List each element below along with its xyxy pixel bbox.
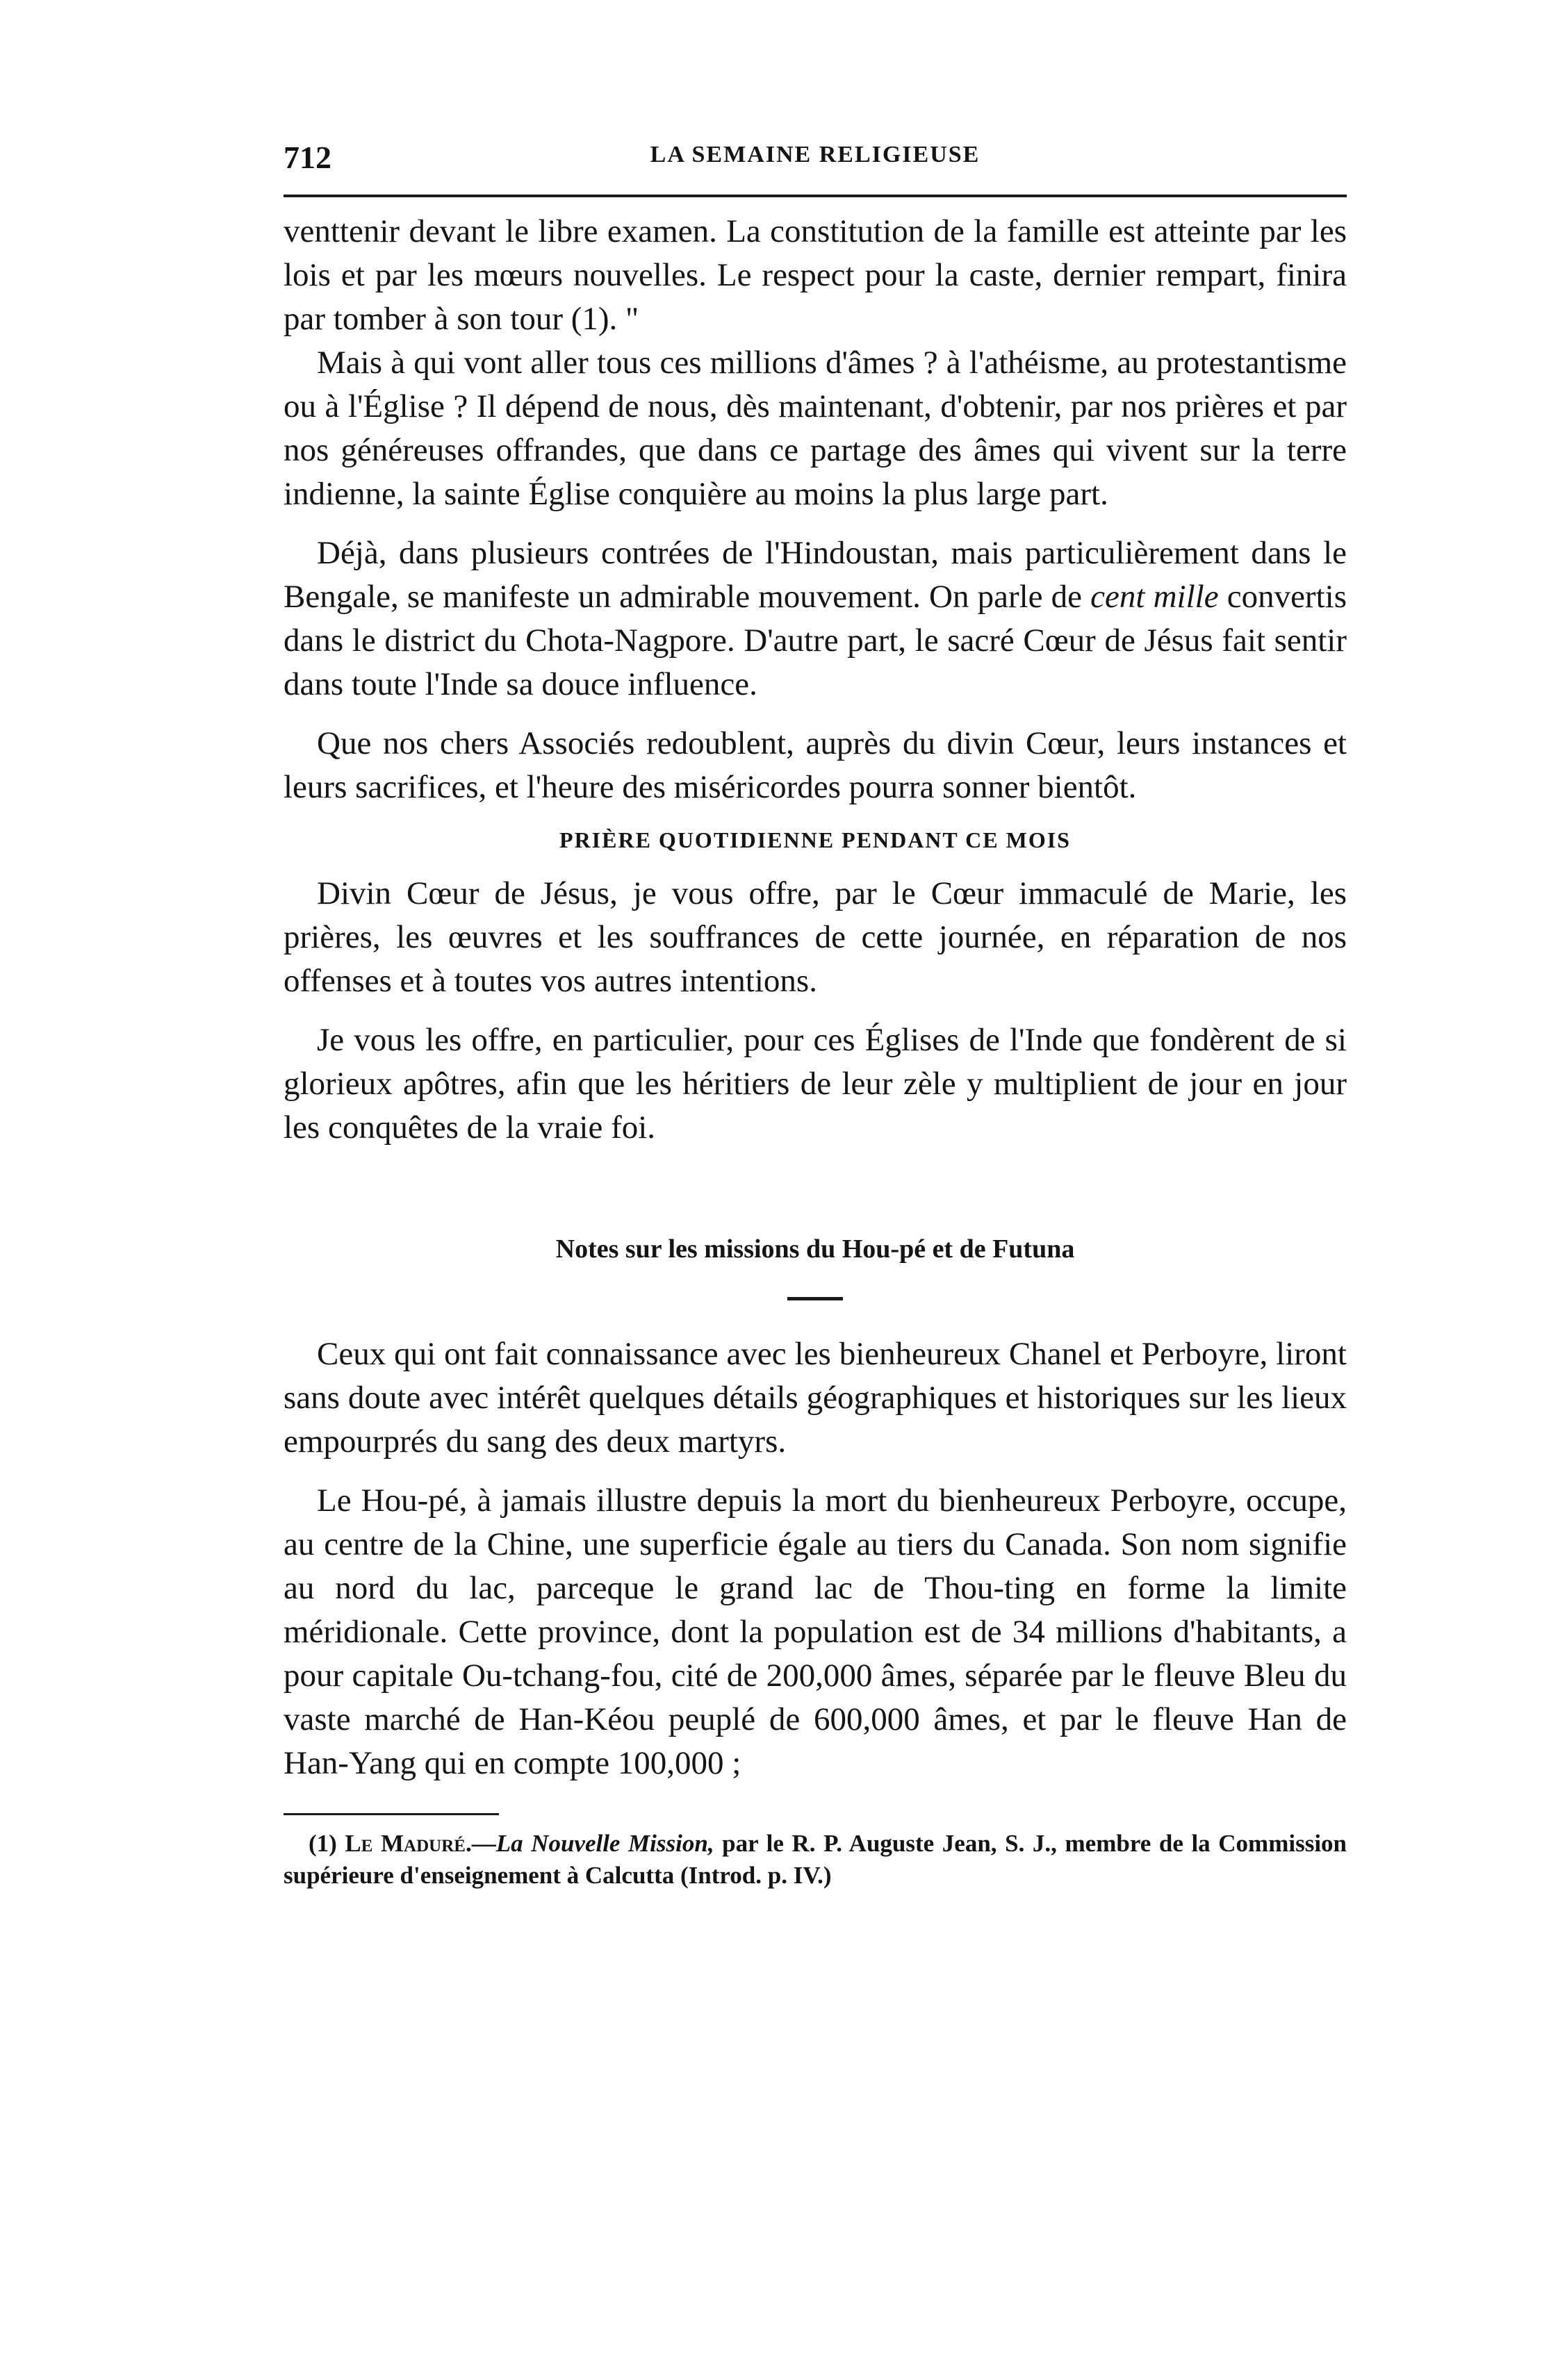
- prayer-paragraph-2: Je vous les offre, en particulier, pour ces Églises de l'Inde que fondèrent de si glorieux apôtres, afin que les héritiers de leur zèle y multiplient de jour en jour les conquêtes de la vraie foi.: [284, 1022, 1347, 1146]
- running-head: [284, 132, 1347, 181]
- notes-heading: Notes sur les missions du Hou-pé et de Futuna: [555, 1234, 1075, 1264]
- prayer-heading: PRIÈRE QUOTIDIENNE PENDANT CE MOIS: [559, 827, 1071, 852]
- paragraph-souls: Mais à qui vont aller tous ces millions d'âmes ? à l'athéisme, au protestantisme ou à l'Église ? Il dépend de nous, dès maintenant, d'obtenir, par nos prières et par nos généreuses offrandes, que dans ce partage des âmes qui vivent sur la terre indienne, la sainte Église conquière au moins la plus large part.: [284, 345, 1347, 512]
- footnote: (1) Le Maduré.—La Nouvelle Mission, par le R. P. Auguste Jean, S. J., membre de la Commission supérieure d'enseignement à Calcutta (Introd. p. IV.): [284, 1830, 1347, 1889]
- notes-paragraph-2: Le Hou-pé, à jamais illustre depuis la mort du bienheureux Perboyre, occupe, au centre de la Chine, une superficie égale au tiers du Canada. Son nom signifie au nord du lac, parceque le grand lac de Thou-ting en forme la limite méridionale. Cette province, dont la population est de 34 millions d'habitants, a pour capitale Ou-tchang-fou, cité de 200,000 âmes, séparée par le fleuve Bleu du vaste marché de Han-Kéou peuplé de 600,000 âmes, et par le fleuve Han de Han-Yang qui en compte 100,000 ;: [284, 1482, 1347, 1781]
- notes-paragraph-1: Ceux qui ont fait connaissance avec les bienheureux Chanel et Perboyre, liront sans doute avec intérêt quelques détails géographiques et historiques sur les lieux empourprés du sang des deux martyrs.: [284, 1336, 1347, 1460]
- footnote-rule: [284, 1813, 499, 1815]
- prayer-paragraph-1: Divin Cœur de Jésus, je vous offre, par le Cœur immaculé de Marie, les prières, les œuvres et les souffrances de cette journée, en réparation de nos offenses et à toutes vos autres intentions.: [284, 875, 1347, 999]
- paragraph-movement: Déjà, dans plusieurs contrées de l'Hindoustan, mais particulièrement dans le Bengale, se manifeste un admirable mouvement. On parle de cent mille convertis dans le district du Chota-Nagpore. D'autre part, le sacré Cœur de Jésus fait sentir dans toute l'Inde sa douce influence.: [284, 535, 1347, 702]
- paragraph-continuation: venttenir devant le libre examen. La constitution de la famille est atteinte par les lois et par les mœurs nouvelles. Le respect pour la caste, dernier rempart, finira par tomber à son tour (1). ": [284, 213, 1347, 337]
- book-page: [284, 132, 1347, 1892]
- heading-dash: [787, 1297, 843, 1300]
- footnote-title: La Nouvelle Mission,: [495, 1830, 714, 1857]
- running-title: LA SEMAINE RELIGIEUSE: [650, 142, 981, 167]
- page-number: 712: [284, 140, 331, 175]
- emphasis-cent-mille: cent mille: [1090, 579, 1219, 615]
- header-rule: [284, 195, 1347, 197]
- footnote-author: Le Maduré.: [345, 1830, 472, 1857]
- paragraph-associates: Que nos chers Associés redoublent, auprès du divin Cœur, leurs instances et leurs sacrifices, et l'heure des miséricordes pourra sonner bientôt.: [284, 725, 1347, 805]
